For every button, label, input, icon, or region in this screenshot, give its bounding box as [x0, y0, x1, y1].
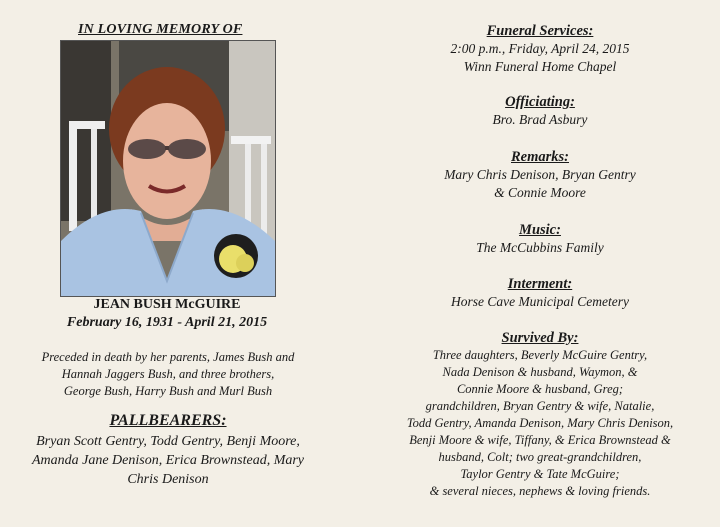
music-heading: Music: — [519, 222, 561, 238]
pallbearers-line: Bryan Scott Gentry, Todd Gentry, Benji Moore, — [36, 434, 300, 449]
interment-line: Horse Cave Municipal Cemetery — [450, 294, 630, 309]
survived-by-line: grandchildren, Bryan Gentry & wife, Natalie, — [425, 399, 655, 413]
pallbearers-line: Chris Denison — [127, 472, 209, 487]
interment-heading: Interment: — [507, 276, 573, 292]
pallbearers-heading: PALLBEARERS: — [109, 412, 227, 429]
funeral-services-section — [380, 22, 700, 76]
pallbearers-list — [14, 432, 322, 489]
music-line: The McCubbins Family — [476, 240, 604, 255]
portrait-photo — [60, 40, 276, 297]
right-column — [380, 0, 720, 527]
survived-by-line: Benji Moore & wife, Tiffany, & Erica Brownstead & — [409, 433, 671, 447]
preceded-line: George Bush, Harry Bush and Murl Bush — [63, 384, 273, 398]
interment-section — [380, 275, 700, 311]
survived-by-section — [380, 329, 700, 500]
memory-header: IN LOVING MEMORY OF — [78, 22, 243, 37]
survived-by-line: husband, Colt; two great-grandchildren, — [438, 450, 642, 464]
pallbearers-line: Amanda Jane Denison, Erica Brownstead, Mary — [31, 453, 305, 468]
officiating-heading: Officiating: — [505, 94, 575, 110]
deceased-name: JEAN BUSH McGUIRE — [93, 297, 241, 312]
remarks-section — [380, 148, 700, 202]
survived-by-line: Nada Denison & husband, Waymon, & — [442, 365, 638, 379]
officiating-section — [380, 93, 700, 129]
preceded-line: Preceded in death by her parents, James Bush and — [41, 350, 295, 364]
preceded-in-death — [18, 349, 318, 400]
survived-by-line: Three daughters, Beverly McGuire Gentry, — [432, 348, 648, 362]
preceded-line: Hannah Jaggers Bush, and three brothers, — [61, 367, 275, 381]
survived-by-heading: Survived By: — [501, 330, 579, 346]
remarks-line: Mary Chris Denison, Bryan Gentry — [444, 167, 636, 182]
left-column — [0, 0, 345, 527]
survived-by-line: Todd Gentry, Amanda Denison, Mary Chris Denison, — [406, 416, 674, 430]
funeral-services-heading: Funeral Services: — [486, 23, 594, 39]
survived-by-line: Taylor Gentry & Tate McGuire; — [460, 467, 620, 481]
survived-by-line: & several nieces, nephews & loving friends. — [429, 484, 651, 498]
life-dates: February 16, 1931 - April 21, 2015 — [66, 315, 268, 330]
remarks-heading: Remarks: — [511, 149, 569, 165]
remarks-line: & Connie Moore — [494, 185, 586, 200]
funeral-services-line: 2:00 p.m., Friday, April 24, 2015 — [450, 41, 630, 56]
survived-by-line: Connie Moore & husband, Greg; — [456, 382, 624, 396]
funeral-services-line: Winn Funeral Home Chapel — [463, 59, 617, 74]
music-section — [380, 221, 700, 257]
officiating-line: Bro. Brad Asbury — [492, 112, 588, 127]
